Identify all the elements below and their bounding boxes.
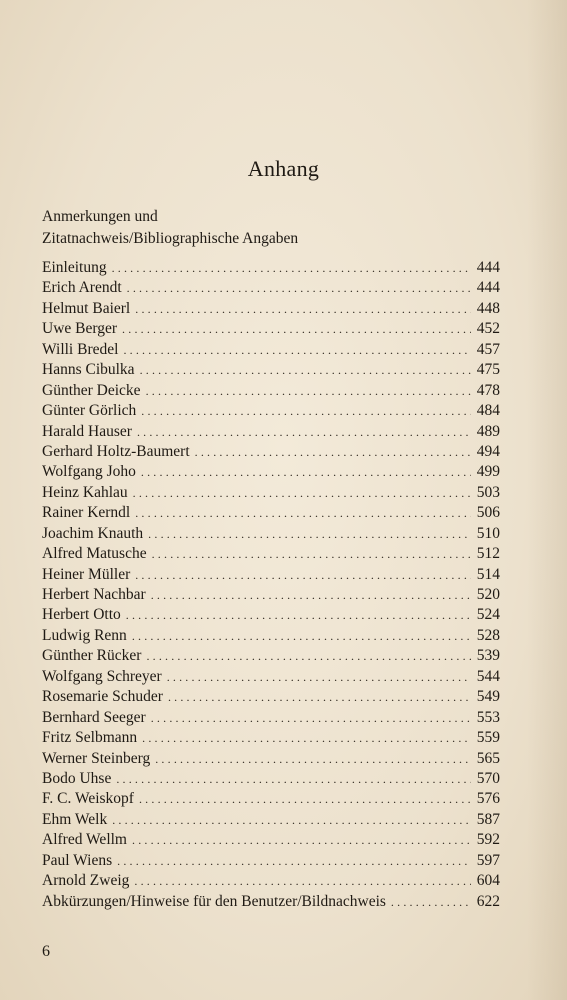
toc-entry-name: Günther Deicke [42, 381, 141, 399]
toc-entry-page: 622 [476, 892, 500, 910]
toc-entry-page: 587 [476, 810, 500, 828]
dot-leader [141, 462, 471, 482]
toc-entry-name: Wolfgang Joho [42, 463, 136, 481]
toc-entry-name: Heinz Kahlau [42, 483, 128, 501]
dot-leader [135, 299, 471, 319]
toc-entry-page: 528 [476, 626, 500, 644]
toc-entry-page: 553 [476, 708, 500, 726]
dot-leader [127, 278, 471, 298]
toc-entry-page: 494 [476, 442, 500, 460]
toc-entry [42, 810, 500, 830]
toc-entry-name: Herbert Nachbar [42, 586, 146, 603]
toc-entry-page: 510 [476, 524, 500, 542]
toc-entry-page: 475 [476, 361, 500, 379]
toc-entry-name: Gerhard Holtz-Baumert [42, 442, 190, 460]
toc-entry-name: Helmut Baierl [42, 299, 131, 317]
dot-leader [137, 422, 471, 442]
toc-entry [42, 605, 500, 625]
toc-entry-page: 512 [476, 545, 500, 563]
toc-entry [42, 401, 500, 421]
toc-entry-page: 457 [476, 340, 500, 358]
toc-entry-page: 503 [476, 483, 500, 501]
toc-entry [42, 851, 500, 871]
dot-leader [167, 667, 471, 687]
toc-entry [42, 483, 500, 503]
dot-leader [117, 851, 471, 871]
toc-entry-name: Werner Steinberg [42, 749, 151, 767]
toc-entry-name: Paul Wiens [42, 851, 113, 869]
dot-leader [141, 401, 471, 421]
dot-leader [116, 769, 471, 789]
section-subtitle [42, 206, 298, 250]
toc-entry-name: Bodo Uhse [42, 769, 112, 787]
toc-entry [42, 565, 500, 585]
toc-entry-name: Alfred Matusche [42, 545, 147, 563]
toc-entry [42, 278, 500, 298]
toc-entry [42, 319, 500, 339]
toc-entry-page: 597 [476, 851, 500, 869]
subtitle-line-2: Zitatnachweis/Bibliographische Angaben [42, 230, 299, 247]
toc-entry-name: Alfred Wellm [42, 831, 127, 849]
toc-entry-name: Rosemarie Schuder [42, 688, 163, 706]
toc-entry [42, 871, 500, 891]
toc-entry [42, 442, 500, 462]
toc-entry [42, 708, 500, 728]
dot-leader [195, 442, 471, 462]
toc-entry [42, 422, 500, 442]
toc-entry-page: 499 [476, 463, 500, 481]
toc-entry-name: Herbert Otto [42, 606, 121, 624]
dot-leader [134, 871, 471, 891]
toc-entry-page: 524 [476, 606, 500, 624]
toc-entry [42, 626, 500, 646]
toc-entry [42, 830, 500, 850]
dot-leader [151, 708, 471, 728]
dot-leader [148, 524, 471, 544]
toc-entry-page: 489 [476, 422, 500, 440]
toc-entry-name: Wolfgang Schreyer [42, 667, 162, 685]
toc-entry [42, 749, 500, 769]
toc-entry-name: Günther Rücker [42, 647, 142, 665]
toc-entry [42, 299, 500, 319]
dot-leader [123, 340, 471, 360]
toc-entry-page: 484 [476, 402, 500, 420]
dot-leader [132, 626, 471, 646]
dot-leader [135, 503, 471, 523]
toc-entry [42, 646, 500, 666]
dot-leader [142, 728, 471, 748]
toc-entry [42, 544, 500, 564]
dot-leader [146, 381, 471, 401]
toc-entry [42, 789, 500, 809]
toc-entry-name: Rainer Kerndl [42, 504, 131, 522]
toc-entry [42, 381, 500, 401]
toc-entry-name: Hanns Cibulka [42, 361, 135, 379]
toc-entry-page: 452 [476, 320, 500, 338]
toc-entry-name: Joachim Knauth [42, 524, 144, 542]
toc-entry-page: 549 [476, 688, 500, 706]
dot-leader [139, 789, 471, 809]
toc-entry [42, 258, 500, 278]
toc-entry [42, 340, 500, 360]
toc-entry [42, 462, 500, 482]
toc-entry-page: 592 [476, 831, 500, 849]
toc-entry-page: 514 [476, 565, 500, 583]
dot-leader [152, 544, 471, 564]
dot-leader [391, 892, 471, 912]
dot-leader [112, 258, 471, 278]
toc-entry-name: Günter Görlich [42, 402, 137, 420]
dot-leader [155, 749, 471, 769]
toc-entry-page: 559 [476, 729, 500, 747]
dot-leader [126, 605, 471, 625]
toc-entry-name: Fritz Selbmann [42, 729, 138, 747]
toc-entry-page: 520 [476, 586, 500, 603]
page-title: Anhang [247, 156, 320, 181]
toc-entry [42, 892, 500, 912]
toc-entry-name: F. C. Weiskopf [42, 790, 134, 808]
toc-entry-page: 570 [476, 769, 500, 787]
dot-leader [140, 360, 471, 380]
toc-entry-name: Ehm Welk [42, 810, 108, 828]
toc-entry-page: 544 [476, 667, 500, 685]
page-number: 6 [42, 943, 50, 960]
dot-leader [146, 646, 471, 666]
toc-entry-name: Heiner Müller [42, 565, 131, 583]
toc-entry-page: 539 [476, 647, 500, 665]
toc-entry-name: Abkürzungen/Hinweise für den Benutzer/Bildnachweis [42, 892, 386, 910]
dot-leader [132, 830, 471, 850]
dot-leader [112, 810, 471, 830]
toc-entry-page: 444 [476, 279, 500, 297]
toc-entry-name: Erich Arendt [42, 279, 122, 297]
toc-entry [42, 687, 500, 707]
toc-entry [42, 360, 500, 380]
toc-entry-page: 444 [476, 259, 500, 276]
toc-entry-name: Harald Hauser [42, 422, 132, 440]
toc-entry-page: 576 [476, 790, 500, 808]
toc-entry-name: Willi Bredel [42, 340, 119, 358]
toc-entry-page: 565 [476, 749, 500, 767]
toc-entry [42, 524, 500, 544]
table-of-contents [42, 258, 500, 912]
toc-entry [42, 503, 500, 523]
subtitle-line-1: Anmerkungen und [42, 208, 158, 225]
toc-entry [42, 728, 500, 748]
toc-entry-name: Uwe Berger [42, 320, 118, 338]
toc-entry [42, 769, 500, 789]
dot-leader [168, 687, 471, 707]
toc-entry-name: Ludwig Renn [42, 626, 127, 644]
toc-entry-name: Bernhard Seeger [42, 708, 146, 726]
toc-entry-page: 478 [476, 381, 500, 399]
toc-entry [42, 585, 500, 605]
toc-entry-name: Einleitung [42, 259, 107, 276]
dot-leader [133, 483, 471, 503]
toc-entry-page: 448 [476, 299, 500, 317]
toc-entry-page: 604 [476, 872, 500, 890]
toc-entry-page: 506 [476, 504, 500, 522]
toc-entry [42, 667, 500, 687]
dot-leader [151, 585, 471, 605]
dot-leader [122, 319, 471, 339]
dot-leader [135, 565, 471, 585]
toc-entry-name: Arnold Zweig [42, 872, 130, 890]
